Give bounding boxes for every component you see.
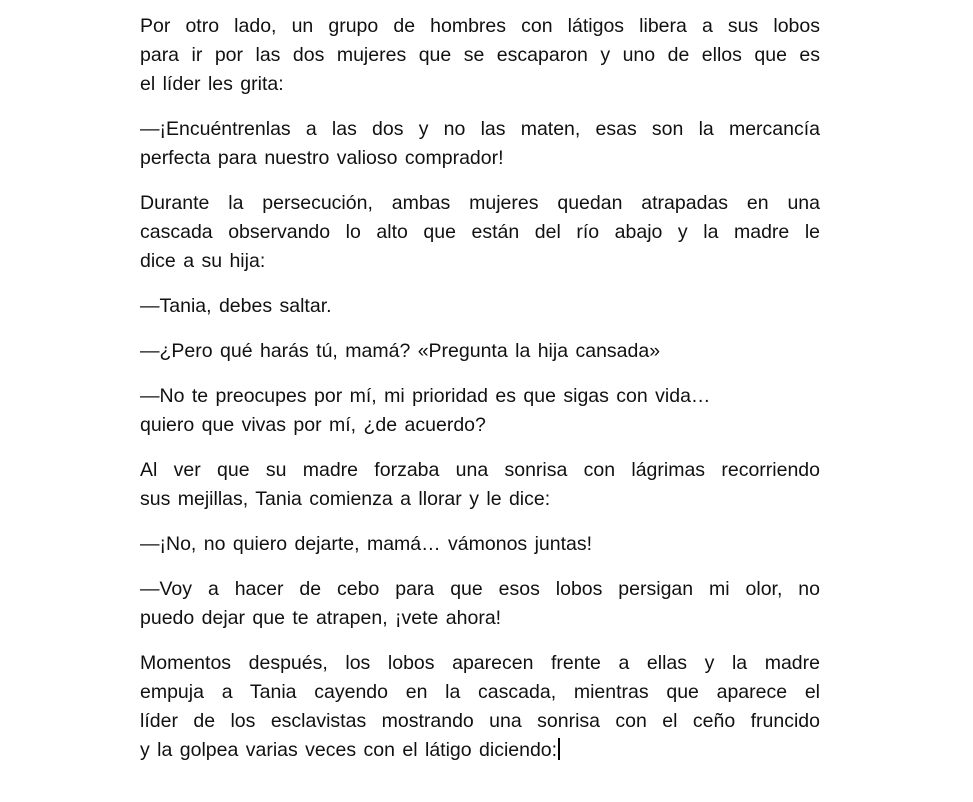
paragraph [140,575,820,633]
text-cursor [558,738,560,760]
text-line: Momentos después, los lobos aparecen frente a ellas y la madre [140,652,820,674]
text-line: líder de los esclavistas mostrando una sonrisa con el ceño fruncido [140,710,820,732]
text-line: Por otro lado, un grupo de hombres con látigos libera a sus lobos [140,15,820,37]
paragraph [140,530,820,559]
text-line-content: y la golpea varias veces con el látigo diciendo: [140,739,558,761]
text-line: —No te preocupes por mí, mi prioridad es que sigas con vida… [140,385,711,407]
document-page[interactable] [140,12,820,781]
text-line: perfecta para nuestro valioso comprador! [140,147,504,169]
paragraph [140,337,820,366]
text-line: para ir por las dos mujeres que se escaparon y uno de ellos que es [140,44,820,66]
paragraph [140,115,820,173]
text-line: dice a su hija: [140,250,266,272]
paragraph [140,292,820,321]
text-line: Al ver que su madre forzaba una sonrisa con lágrimas recorriendo [140,459,820,481]
text-line: empuja a Tania cayendo en la cascada, mientras que aparece el [140,681,820,703]
text-line: cascada observando lo alto que están del río abajo y la madre le [140,221,820,243]
paragraph [140,456,820,514]
text-line: quiero que vivas por mí, ¿de acuerdo? [140,414,486,436]
text-line: —Tania, debes saltar. [140,295,332,317]
text-line: —¿Pero qué harás tú, mamá? «Pregunta la hija cansada» [140,340,661,362]
paragraph [140,382,820,440]
paragraph [140,12,820,99]
text-line: Durante la persecución, ambas mujeres quedan atrapadas en una [140,192,820,214]
text-line: —Voy a hacer de cebo para que esos lobos persigan mi olor, no [140,578,820,600]
text-line: el líder les grita: [140,73,284,95]
text-line: —¡No, no quiero dejarte, mamá… vámonos juntas! [140,533,593,555]
text-line: —¡Encuéntrenlas a las dos y no las maten, esas son la mercancía [140,118,820,140]
text-line: sus mejillas, Tania comienza a llorar y le dice: [140,488,551,510]
paragraph [140,189,820,276]
paragraph [140,649,820,765]
text-line: puedo dejar que te atrapen, ¡vete ahora! [140,607,502,629]
text-line-last [140,736,820,765]
